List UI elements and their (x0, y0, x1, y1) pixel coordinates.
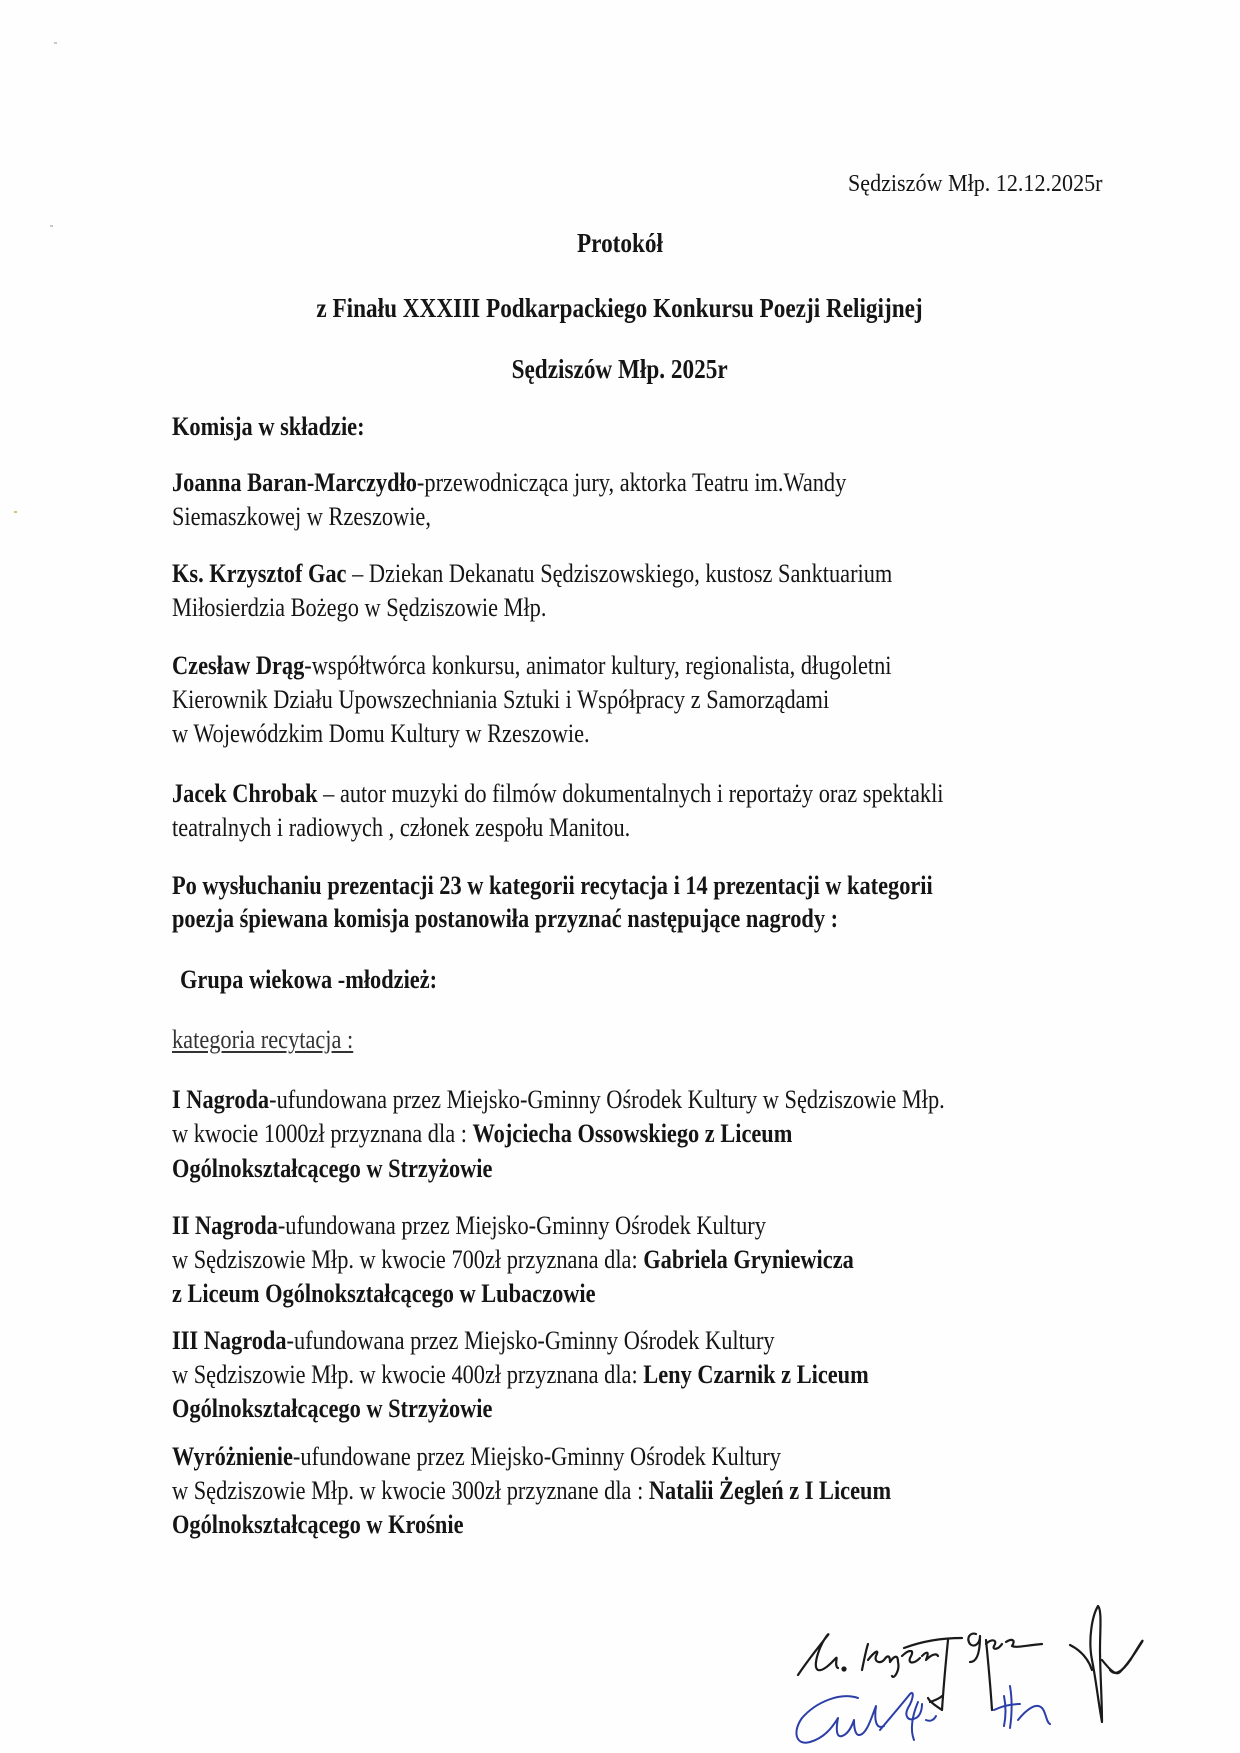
award-2-line-3: z Liceum Ogólnokształcącego w Lubaczowie (172, 1279, 596, 1308)
member-name: Czesław Drąg (172, 651, 305, 680)
member-2-line-1 (172, 561, 892, 587)
place-year-text: Sędziszów Młp. 2025r (511, 354, 729, 384)
award-1-line-2 (172, 1121, 792, 1147)
award-4-line-2 (172, 1478, 891, 1504)
member-3-line-2: Kierownik Działu Upowszechniania Sztuki i Współpracy z Samorządami (172, 685, 830, 714)
award-1-line-1 (172, 1087, 945, 1113)
scan-speck (50, 225, 53, 227)
member-2-line-2: Miłosierdzia Bożego w Sędziszowie Młp. (172, 593, 547, 622)
member-description: Dziekan Dekanatu Sędziszowskiego, kustosz Sanktuarium (368, 559, 893, 588)
award-recipient: Leny Czarnik z Liceum (643, 1360, 869, 1389)
member-name: Joanna Baran-Marczydło (172, 468, 417, 497)
award-2-line-1 (172, 1213, 766, 1239)
signature-black-ink-icon (798, 1606, 1143, 1722)
scan-speck (14, 511, 17, 513)
award-funder: -ufundowana przez Miejsko-Gminny Ośrodek Kultury (277, 1211, 766, 1240)
commission-heading: Komisja w składzie: (172, 412, 365, 441)
category-heading: kategoria recytacja : (172, 1025, 354, 1054)
award-3-line-3: Ogólnokształcącego w Strzyżowie (172, 1394, 493, 1423)
award-1-line-3: Ogólnokształcącego w Strzyżowie (172, 1154, 493, 1183)
award-funder: -ufundowane przez Miejsko-Gminny Ośrodek Kultury (292, 1442, 781, 1471)
member-4-line-2: teatralnych i radiowych , członek zespołu Manitou. (172, 813, 631, 842)
scan-speck (54, 42, 57, 44)
member-description: autor muzyki do filmów dokumentalnych i reportaży oraz spektakli (339, 779, 944, 808)
award-amount-text: w Sędziszowie Młp. w kwocie 700zł przyznana dla: (172, 1245, 644, 1274)
member-description: współtwórca konkursu, animator kultury, regionalista, długoletni (311, 651, 892, 680)
award-title: II Nagroda (172, 1211, 278, 1240)
award-amount-text: w Sędziszowie Młp. w kwocie 400zł przyznana dla: (172, 1360, 644, 1389)
member-1-line-2: Siemaszkowej w Rzeszowie, (172, 502, 431, 531)
signatures (780, 1590, 1240, 1753)
award-amount-text: w kwocie 1000zł przyznana dla : (172, 1119, 473, 1148)
separator: - (304, 651, 312, 680)
separator: – (346, 559, 369, 588)
award-recipient: Gabriela Gryniewicza (643, 1245, 854, 1274)
award-4-line-1 (172, 1444, 781, 1470)
award-amount-text: w Sędziszowie Młp. w kwocie 300zł przyznane dla : (172, 1476, 649, 1505)
age-group-heading: Grupa wiekowa -młodzież: (180, 965, 438, 994)
member-1-line-1 (172, 470, 846, 496)
award-3-line-1 (172, 1328, 775, 1354)
award-title: Wyróżnienie (172, 1442, 293, 1471)
place-date: Sędziszów Młp. 12.12.2025r (848, 171, 1103, 197)
award-title: I Nagroda (172, 1085, 270, 1114)
decision-line-1: Po wysłuchaniu prezentacji 23 w kategorii recytacja i 14 prezentacji w kategorii (172, 871, 933, 900)
award-recipient: Natalii Żegleń z I Liceum (648, 1476, 892, 1505)
document-subtitle (0, 295, 1240, 322)
title-text: Protokół (577, 228, 663, 258)
award-recipient: Wojciecha Ossowskiego z Liceum (472, 1119, 793, 1148)
award-2-line-2 (172, 1247, 854, 1273)
award-funder: -ufundowana przez Miejsko-Gminny Ośrodek Kultury (286, 1326, 775, 1355)
member-description: przewodnicząca jury, aktorka Teatru im.Wandy (424, 468, 847, 497)
member-name: Ks. Krzysztof Gac (172, 559, 347, 588)
separator: – (317, 779, 340, 808)
signature-blue-ink-icon (796, 1686, 1050, 1743)
document-title (0, 230, 1240, 257)
member-4-line-1 (172, 781, 943, 807)
award-funder: -ufundowana przez Miejsko-Gminny Ośrodek Kultury w Sędziszowie Młp. (269, 1085, 945, 1114)
separator: - (416, 468, 425, 497)
member-3-line-3: w Wojewódzkim Domu Kultury w Rzeszowie. (172, 719, 590, 748)
award-3-line-2 (172, 1362, 869, 1388)
place-year (0, 356, 1240, 383)
award-4-line-3: Ogólnokształcącego w Krośnie (172, 1510, 464, 1539)
member-name: Jacek Chrobak (172, 779, 318, 808)
decision-line-2: poezja śpiewana komisja postanowiła przyznać następujące nagrody : (172, 904, 839, 933)
award-title: III Nagroda (172, 1326, 287, 1355)
subtitle-text: z Finału XXXIII Podkarpackiego Konkursu Poezji Religijnej (316, 293, 924, 323)
member-3-line-1 (172, 653, 892, 679)
